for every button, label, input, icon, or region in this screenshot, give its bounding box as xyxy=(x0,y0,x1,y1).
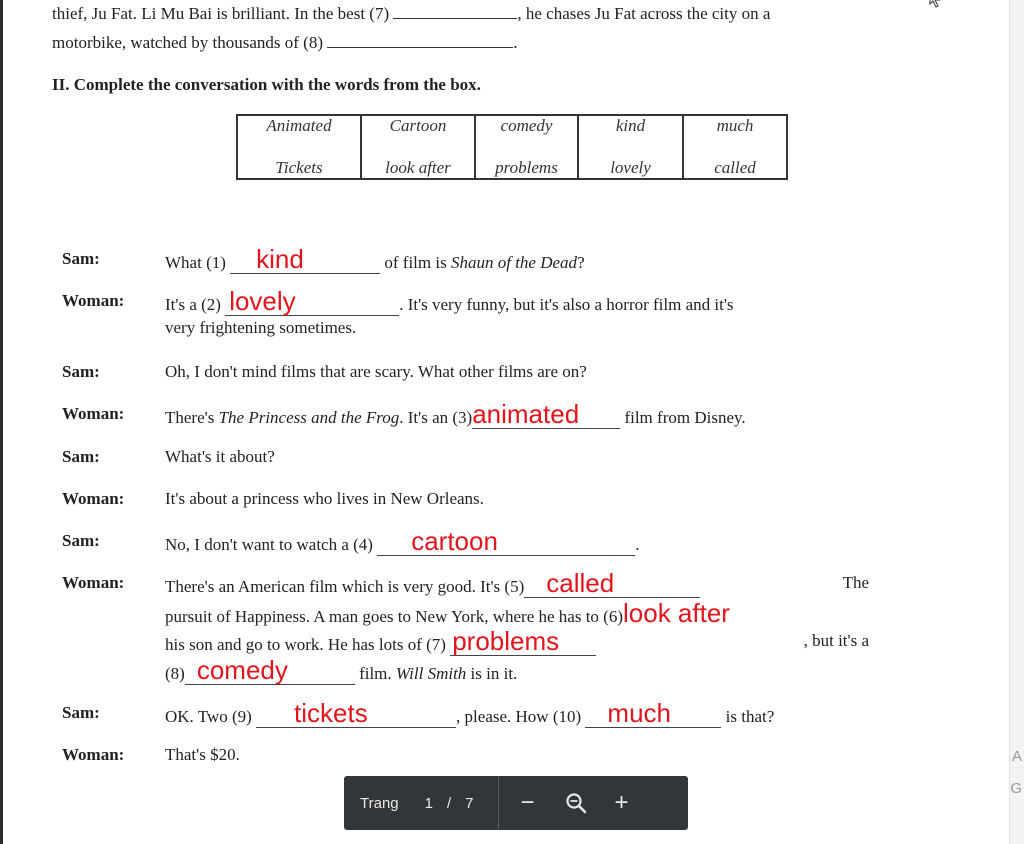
speaker-woman: Woman: xyxy=(62,489,125,508)
answer-blank-3 xyxy=(472,399,620,429)
page-label: Trang xyxy=(360,794,399,812)
zoom-fit-button[interactable] xyxy=(559,786,593,820)
speaker-woman: Woman: xyxy=(62,573,125,592)
zoom-icon xyxy=(565,792,587,814)
dialogue-line-8d: (8) comedy film. Will Smith is in it. xyxy=(165,655,518,685)
answer-3: animated xyxy=(472,399,580,429)
zoom-in-button[interactable]: + xyxy=(614,789,629,816)
speaker-sam: Sam: xyxy=(62,447,100,466)
answer-8: comedy xyxy=(196,655,288,685)
answer-blank-5 xyxy=(524,568,700,598)
dialogue-line-8c: his son and go to work. He has lots of (7) problems , but it's a xyxy=(165,626,869,656)
word-box-cell: kind lovely xyxy=(578,115,683,179)
answer-blank-9 xyxy=(256,698,456,728)
answer-1: kind xyxy=(256,244,304,274)
page-number[interactable]: 1 xyxy=(424,794,433,812)
answer-4: cartoon xyxy=(411,526,498,556)
dialogue-line-2-cont: very frightening sometimes. xyxy=(165,318,357,337)
speaker-sam: Sam: xyxy=(62,531,100,550)
dialogue-line-2: It's a (2) lovely . It's very funny, but it's also a horror film and it's xyxy=(165,286,734,316)
answer-blank-1 xyxy=(230,244,380,274)
speaker-woman: Woman: xyxy=(62,745,125,764)
word-box-cell: Cartoon look after xyxy=(361,115,475,179)
dialogue-line-1: What (1) kind of film is Shaun of the Dead? xyxy=(165,244,585,274)
page-total: 7 xyxy=(465,794,474,812)
dialogue-line-4: There's The Princess and the Frog. It's an (3)animated film from Disney. xyxy=(165,399,746,429)
word-box-cell: comedy problems xyxy=(475,115,578,179)
blank-8 xyxy=(327,33,513,48)
dialogue-line-7: No, I don't want to watch a (4) cartoon . xyxy=(165,526,640,556)
answer-blank-10 xyxy=(585,698,721,728)
toolbar-divider xyxy=(498,776,499,830)
right-panel-edge xyxy=(1009,0,1024,844)
dialogue-line-8b: pursuit of Happiness. A man goes to New York, where he has to (6)look after xyxy=(165,598,730,628)
dialogue-line-9: OK. Two (9) tickets , please. How (10) much is that? xyxy=(165,698,775,728)
edge-mark-a: A xyxy=(1011,748,1022,765)
edge-mark-g: G xyxy=(1010,780,1022,797)
dialogue-line-10: That's $20. xyxy=(165,745,240,764)
speaker-woman: Woman: xyxy=(62,291,125,310)
answer-7: problems xyxy=(452,626,560,656)
left-border xyxy=(0,0,3,844)
dialogue-line-8a: There's an American film which is very good. It's (5) called The xyxy=(165,568,869,598)
answer-2: lovely xyxy=(229,286,296,316)
dialogue-line-3: Oh, I don't mind films that are scary. What other films are on? xyxy=(165,362,587,381)
mouse-cursor-icon xyxy=(928,0,942,8)
page-separator: / xyxy=(446,794,452,812)
speaker-sam: Sam: xyxy=(62,703,100,722)
answer-blank-2 xyxy=(225,286,399,316)
passage-line-2: motorbike, watched by thousands of (8) . xyxy=(52,33,518,52)
answer-blank-7 xyxy=(450,626,596,656)
word-box-cell: much called xyxy=(683,115,787,179)
zoom-out-button[interactable]: − xyxy=(520,789,535,816)
dialogue-line-5: What's it about? xyxy=(165,447,275,466)
word-box xyxy=(236,114,788,180)
speaker-sam: Sam: xyxy=(62,249,100,268)
speaker-sam: Sam: xyxy=(62,362,100,381)
word-box-cell: Animated Tickets xyxy=(237,115,361,179)
answer-blank-8 xyxy=(185,655,355,685)
answer-5: called xyxy=(546,568,615,598)
speaker-woman: Woman: xyxy=(62,404,125,423)
dialogue-line-6: It's about a princess who lives in New Orleans. xyxy=(165,489,484,508)
answer-10: much xyxy=(607,698,671,728)
passage-line-1: thief, Ju Fat. Li Mu Bai is brilliant. In the best (7) , he chases Ju Fat across the city on a xyxy=(52,4,771,23)
answer-6: look after xyxy=(623,598,730,628)
section-heading: II. Complete the conversation with the words from the box. xyxy=(52,75,481,94)
pdf-toolbar xyxy=(344,776,688,830)
blank-7 xyxy=(393,4,517,19)
answer-9: tickets xyxy=(294,698,368,728)
